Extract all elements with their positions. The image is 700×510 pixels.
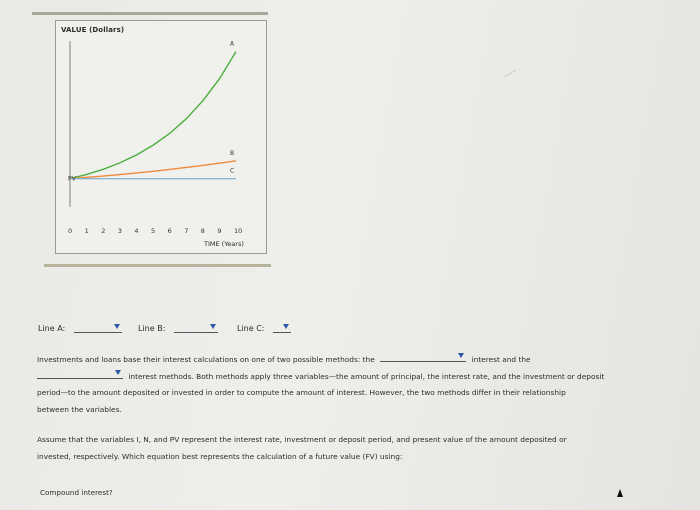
- chart-svg: [56, 21, 266, 253]
- line-label-b: B: [230, 149, 235, 157]
- x-tick-label: 2: [101, 227, 106, 235]
- x-tick-label: 0: [68, 227, 73, 235]
- mouse-cursor-icon: [617, 489, 623, 497]
- series-line-a: [70, 52, 236, 179]
- para-text: Investments and loans base their interest calculations on one of two possible methods: the: [37, 355, 375, 364]
- chevron-down-icon: [210, 324, 216, 329]
- x-tick-label: 6: [167, 227, 172, 235]
- x-tick-label: 4: [134, 227, 139, 235]
- para-text: interest methods. Both methods apply three variables—the amount of principal, the interest rate, and the investment or deposit: [128, 371, 605, 381]
- x-tick-label: 8: [200, 227, 205, 235]
- line-label-a: A: [230, 40, 235, 48]
- line-a-label: Line A:: [38, 324, 66, 333]
- x-tick-label: 9: [217, 227, 222, 235]
- pv-label: PV: [68, 175, 76, 183]
- para-line-1: [37, 352, 677, 369]
- x-tick-label: 3: [117, 227, 122, 235]
- line-b-label: Line B:: [138, 324, 166, 333]
- line-b-control: [138, 322, 218, 333]
- question-line-1: Assume that the variables I, N, and PV represent the interest rate, investment or deposit period, and present value of the amount deposited or: [37, 435, 567, 444]
- x-tick-label: 5: [151, 227, 156, 235]
- chevron-down-icon: [114, 324, 120, 329]
- para-line-4: between the variables.: [37, 404, 122, 414]
- para-text: interest and the: [471, 355, 531, 364]
- x-tick-label: 7: [184, 227, 189, 235]
- line-a-dropdown[interactable]: [74, 322, 122, 333]
- line-c-dropdown[interactable]: [273, 322, 291, 333]
- series-line-b: [70, 161, 236, 179]
- compound-interest-label: Compound interest?: [40, 488, 113, 497]
- method-2-dropdown[interactable]: [37, 369, 123, 379]
- interest-methods-paragraph: [37, 352, 677, 418]
- y-axis-label: VALUE (Dollars): [61, 26, 125, 34]
- screen-glare: [504, 70, 517, 78]
- divider-top: [32, 12, 268, 15]
- x-tick-label: 1: [84, 227, 89, 235]
- fv-question: [37, 432, 677, 465]
- line-a-control: [38, 322, 122, 333]
- line-b-dropdown[interactable]: [174, 322, 218, 333]
- chevron-down-icon: [458, 353, 464, 358]
- chevron-down-icon: [115, 370, 121, 375]
- chart-frame: [55, 20, 267, 254]
- method-1-dropdown[interactable]: [380, 352, 466, 362]
- line-label-c: C: [230, 167, 235, 175]
- chevron-down-icon: [283, 324, 289, 329]
- question-line-2: invested, respectively. Which equation best represents the calculation of a future value (FV) using:: [37, 451, 403, 461]
- x-tick-label: 10: [234, 227, 243, 235]
- x-axis-label: TIME (Years): [204, 240, 244, 248]
- para-line-3: period—to the amount deposited or invested in order to compute the amount of interest. However, the two methods differ in their relationship: [37, 388, 566, 397]
- divider-bottom: [44, 264, 271, 267]
- line-c-control: [237, 322, 291, 333]
- line-c-label: Line C:: [237, 324, 265, 333]
- para-line-2: [37, 369, 677, 386]
